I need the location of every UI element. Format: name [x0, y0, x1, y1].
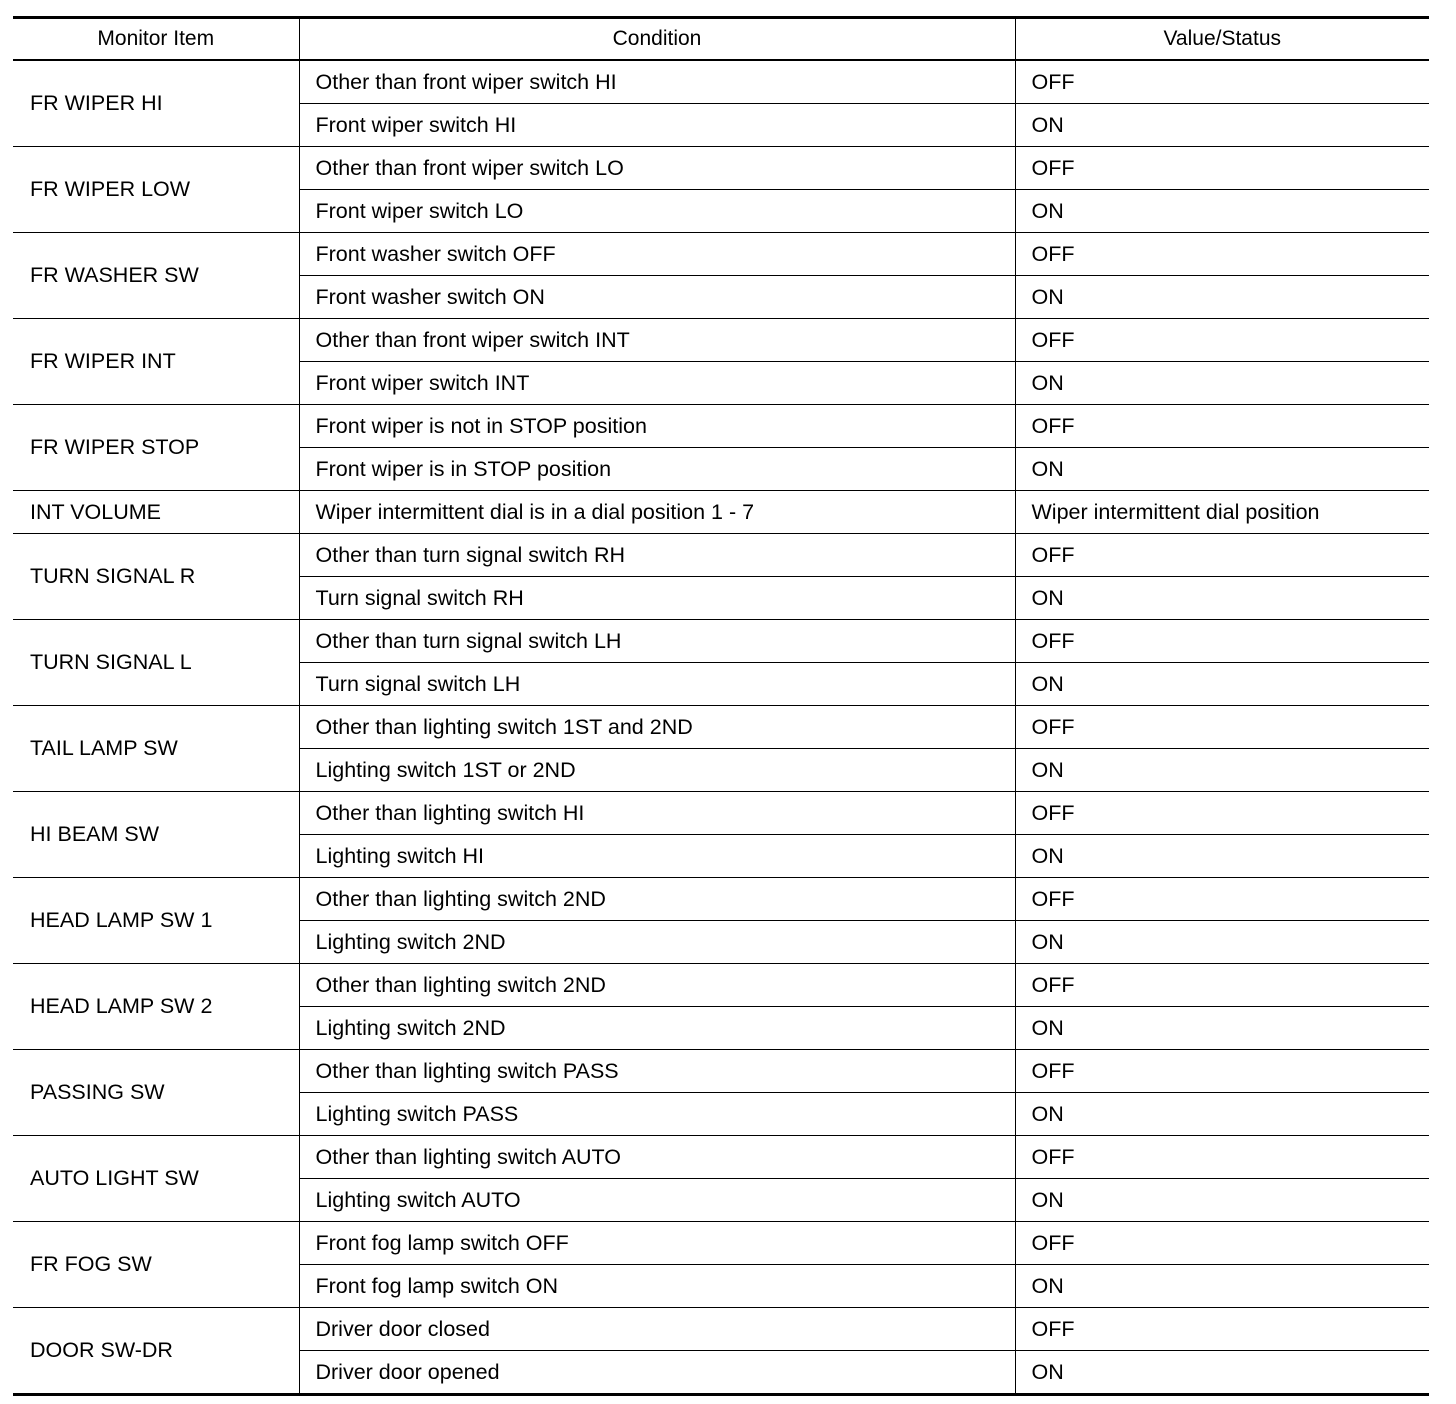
value-status-cell: OFF — [1015, 319, 1429, 362]
value-status-cell: ON — [1015, 835, 1429, 878]
condition-cell: Lighting switch 1ST or 2ND — [299, 749, 1015, 792]
condition-cell: Lighting switch HI — [299, 835, 1015, 878]
table-row — [13, 147, 1429, 190]
condition-cell: Other than front wiper switch INT — [299, 319, 1015, 362]
value-status-cell: OFF — [1015, 60, 1429, 104]
value-status-cell: ON — [1015, 104, 1429, 147]
condition-cell: Driver door opened — [299, 1351, 1015, 1395]
monitor-item-cell: HI BEAM SW — [13, 792, 299, 878]
condition-cell: Other than front wiper switch HI — [299, 60, 1015, 104]
value-status-cell: OFF — [1015, 1308, 1429, 1351]
header-row — [13, 18, 1429, 61]
header-monitor-item: Monitor Item — [13, 18, 299, 61]
condition-cell: Front wiper is not in STOP position — [299, 405, 1015, 448]
table-row — [13, 706, 1429, 749]
condition-cell: Front washer switch ON — [299, 276, 1015, 319]
monitor-item-cell: TAIL LAMP SW — [13, 706, 299, 792]
condition-cell: Front wiper switch HI — [299, 104, 1015, 147]
table-row — [13, 405, 1429, 448]
monitor-item-cell: FR WIPER HI — [13, 60, 299, 147]
value-status-cell: ON — [1015, 663, 1429, 706]
condition-cell: Turn signal switch RH — [299, 577, 1015, 620]
monitor-item-cell: FR WIPER INT — [13, 319, 299, 405]
table-row — [13, 534, 1429, 577]
value-status-cell: OFF — [1015, 147, 1429, 190]
value-status-cell: ON — [1015, 1179, 1429, 1222]
value-status-cell: OFF — [1015, 620, 1429, 663]
condition-cell: Front wiper switch INT — [299, 362, 1015, 405]
value-status-cell: ON — [1015, 1265, 1429, 1308]
value-status-cell: OFF — [1015, 878, 1429, 921]
table-row — [13, 792, 1429, 835]
value-status-cell: Wiper intermittent dial position — [1015, 491, 1429, 534]
table-header — [13, 18, 1429, 61]
monitor-item-cell: FR WIPER LOW — [13, 147, 299, 233]
condition-cell: Lighting switch PASS — [299, 1093, 1015, 1136]
value-status-cell: ON — [1015, 276, 1429, 319]
table-row — [13, 233, 1429, 276]
condition-cell: Turn signal switch LH — [299, 663, 1015, 706]
value-status-cell: ON — [1015, 362, 1429, 405]
value-status-cell: OFF — [1015, 792, 1429, 835]
condition-cell: Other than lighting switch 2ND — [299, 964, 1015, 1007]
value-status-cell: OFF — [1015, 233, 1429, 276]
table-row — [13, 964, 1429, 1007]
condition-cell: Front wiper is in STOP position — [299, 448, 1015, 491]
value-status-cell: ON — [1015, 448, 1429, 491]
monitor-item-cell: FR WIPER STOP — [13, 405, 299, 491]
header-value-status: Value/Status — [1015, 18, 1429, 61]
condition-cell: Front washer switch OFF — [299, 233, 1015, 276]
monitor-item-cell: HEAD LAMP SW 2 — [13, 964, 299, 1050]
condition-cell: Other than lighting switch HI — [299, 792, 1015, 835]
table-row — [13, 319, 1429, 362]
value-status-cell: OFF — [1015, 534, 1429, 577]
condition-cell: Other than front wiper switch LO — [299, 147, 1015, 190]
value-status-cell: ON — [1015, 1351, 1429, 1395]
value-status-cell: OFF — [1015, 706, 1429, 749]
monitor-item-cell: HEAD LAMP SW 1 — [13, 878, 299, 964]
table-row — [13, 1050, 1429, 1093]
condition-cell: Driver door closed — [299, 1308, 1015, 1351]
condition-cell: Wiper intermittent dial is in a dial position 1 - 7 — [299, 491, 1015, 534]
table-row — [13, 620, 1429, 663]
monitor-item-cell: INT VOLUME — [13, 491, 299, 534]
monitor-item-cell: TURN SIGNAL L — [13, 620, 299, 706]
monitor-item-cell: PASSING SW — [13, 1050, 299, 1136]
table-row — [13, 878, 1429, 921]
table-row — [13, 1222, 1429, 1265]
monitor-item-cell: FR WASHER SW — [13, 233, 299, 319]
condition-cell: Lighting switch 2ND — [299, 921, 1015, 964]
table-body — [13, 60, 1429, 1395]
condition-cell: Other than lighting switch AUTO — [299, 1136, 1015, 1179]
monitor-item-cell: AUTO LIGHT SW — [13, 1136, 299, 1222]
monitor-item-cell: FR FOG SW — [13, 1222, 299, 1308]
value-status-cell: ON — [1015, 1007, 1429, 1050]
value-status-cell: OFF — [1015, 1222, 1429, 1265]
table-row — [13, 491, 1429, 534]
monitor-item-cell: DOOR SW-DR — [13, 1308, 299, 1395]
condition-cell: Front fog lamp switch OFF — [299, 1222, 1015, 1265]
value-status-cell: OFF — [1015, 405, 1429, 448]
condition-cell: Other than lighting switch 2ND — [299, 878, 1015, 921]
condition-cell: Other than turn signal switch RH — [299, 534, 1015, 577]
table-row — [13, 60, 1429, 104]
condition-cell: Lighting switch AUTO — [299, 1179, 1015, 1222]
condition-cell: Other than lighting switch 1ST and 2ND — [299, 706, 1015, 749]
table-row — [13, 1136, 1429, 1179]
value-status-cell: ON — [1015, 749, 1429, 792]
condition-cell: Lighting switch 2ND — [299, 1007, 1015, 1050]
value-status-cell: ON — [1015, 1093, 1429, 1136]
condition-cell: Other than turn signal switch LH — [299, 620, 1015, 663]
value-status-cell: OFF — [1015, 964, 1429, 1007]
monitor-item-cell: TURN SIGNAL R — [13, 534, 299, 620]
value-status-cell: OFF — [1015, 1050, 1429, 1093]
condition-cell: Other than lighting switch PASS — [299, 1050, 1015, 1093]
value-status-cell: ON — [1015, 921, 1429, 964]
condition-cell: Front fog lamp switch ON — [299, 1265, 1015, 1308]
condition-cell: Front wiper switch LO — [299, 190, 1015, 233]
value-status-cell: ON — [1015, 190, 1429, 233]
monitor-item-table — [13, 16, 1429, 1396]
value-status-cell: ON — [1015, 577, 1429, 620]
header-condition: Condition — [299, 18, 1015, 61]
value-status-cell: OFF — [1015, 1136, 1429, 1179]
table-row — [13, 1308, 1429, 1351]
